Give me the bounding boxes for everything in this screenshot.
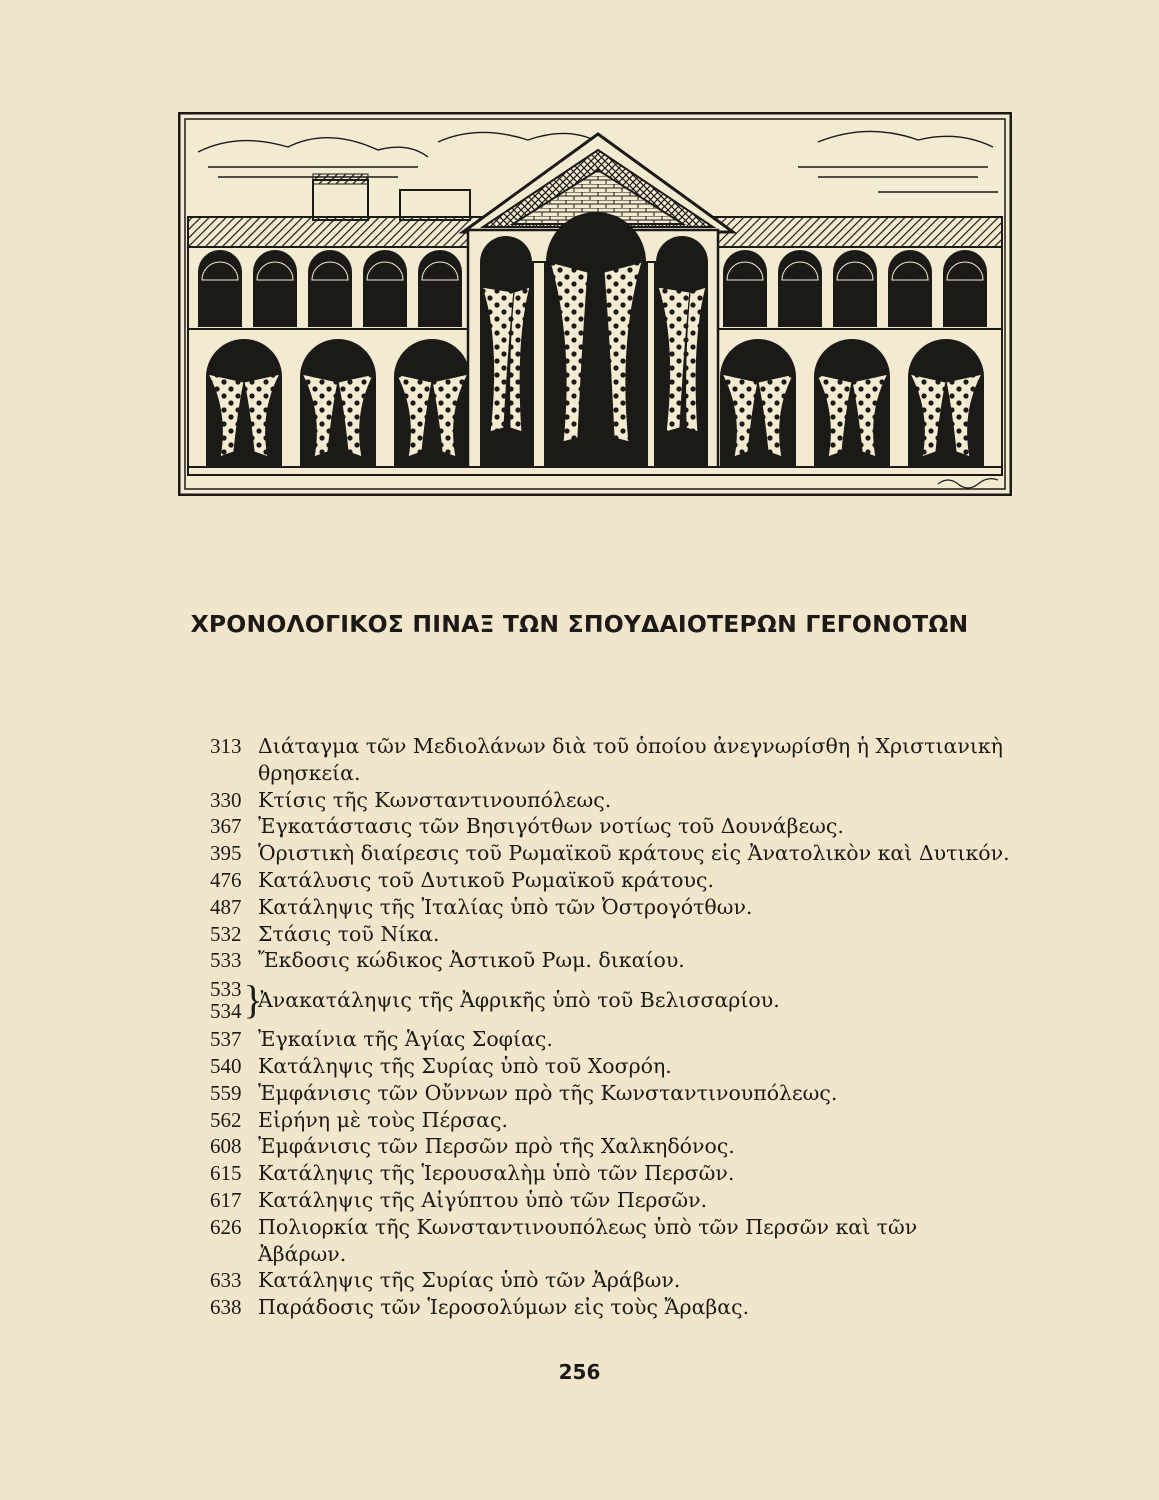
list-item xyxy=(210,1133,1010,1160)
entry-text: Κατάληψις τῆς Ἰταλίας ὑπὸ τῶν Ὀστρογότθων. xyxy=(258,894,753,919)
entry-year: 487 xyxy=(210,894,242,919)
entry-text: Κατάληψις τῆς Αἰγύπτου ὑπὸ τῶν Περσῶν. xyxy=(258,1187,708,1212)
entry-text: Κατάλυσις τοῦ Δυτικοῦ Ρωμαϊκοῦ κράτους. xyxy=(258,867,714,892)
list-item xyxy=(210,1187,1010,1214)
entry-year: 540 xyxy=(210,1053,242,1078)
entry-year: 626 xyxy=(210,1214,242,1239)
list-item xyxy=(210,1214,1010,1268)
entry-text: Κατάληψις τῆς Ἱερουσαλὴμ ὑπὸ τῶν Περσῶν. xyxy=(258,1161,735,1186)
list-item xyxy=(210,733,1010,787)
list-item xyxy=(210,1107,1010,1134)
entry-year: 395 xyxy=(210,841,242,866)
chronology-list xyxy=(210,733,1010,1321)
entry-year: 532 xyxy=(210,921,242,946)
list-item-range xyxy=(210,976,1010,1024)
entry-text: Στάσις τοῦ Νίκα. xyxy=(258,921,440,946)
entry-year-end: 534 xyxy=(210,999,242,1024)
entry-text: Ἔκδοσις κώδικος Ἀστικοῦ Ρωμ. δικαίου. xyxy=(258,948,685,973)
list-item xyxy=(210,921,1010,948)
list-item xyxy=(210,787,1010,814)
entry-year: 617 xyxy=(210,1187,242,1212)
entry-year-start: 533 xyxy=(210,977,242,1002)
entry-text: Παράδοσις τῶν Ἱεροσολύμων εἰς τοὺς Ἄραβας. xyxy=(258,1295,750,1320)
entry-year: 559 xyxy=(210,1080,242,1105)
entry-year-range xyxy=(210,977,263,1024)
list-item xyxy=(210,1053,1010,1080)
list-item xyxy=(210,867,1010,894)
entry-year: 533 xyxy=(210,948,242,973)
entry-year: 633 xyxy=(210,1268,242,1293)
entry-year: 330 xyxy=(210,787,242,812)
list-item xyxy=(210,1026,1010,1053)
list-item xyxy=(210,1267,1010,1294)
entry-text: Εἰρήνη μὲ τοὺς Πέρσας. xyxy=(258,1107,508,1132)
entry-year: 313 xyxy=(210,734,242,758)
entry-text: Κατάληψις τῆς Συρίας ὑπὸ τοῦ Χοσρόη. xyxy=(258,1053,672,1078)
entry-text: Ἐγκατάστασις τῶν Βησιγότθων νοτίως τοῦ Δουνάβεως. xyxy=(258,814,844,839)
entry-text: Ὁριστικὴ διαίρεσις τοῦ Ρωμαϊκοῦ κράτους εἰς Ἀνατολικὸν καὶ Δυτικόν. xyxy=(258,841,1010,866)
list-item xyxy=(210,1160,1010,1187)
entry-text: Ἐμφάνισις τῶν Οὔννων πρὸ τῆς Κωνσταντινουπόλεως. xyxy=(258,1080,838,1105)
entry-year: 608 xyxy=(210,1134,242,1159)
entry-text: Κτίσις τῆς Κωνσταντινουπόλεως. xyxy=(258,787,612,812)
list-item xyxy=(210,1294,1010,1321)
building-illustration xyxy=(178,112,1012,496)
entry-year: 476 xyxy=(210,867,242,892)
entry-text: Ἀνακατάληψις τῆς Ἀφρικῆς ὑπὸ τοῦ Βελισσαρίου. xyxy=(258,987,780,1012)
entry-year: 537 xyxy=(210,1027,242,1052)
entry-text: Ἐγκαίνια τῆς Ἁγίας Σοφίας. xyxy=(258,1027,553,1052)
entry-year: 638 xyxy=(210,1295,242,1320)
brace-icon: } xyxy=(243,977,263,1023)
list-item xyxy=(210,813,1010,840)
page-number: 256 xyxy=(558,1360,601,1384)
entry-year: 615 xyxy=(210,1161,242,1186)
entry-year: 367 xyxy=(210,814,242,839)
entry-text: Ἐμφάνισις τῶν Περσῶν πρὸ τῆς Χαλκηδόνος. xyxy=(258,1134,735,1159)
list-item xyxy=(210,840,1010,867)
list-item xyxy=(210,894,1010,921)
entry-text: Πολιορκία τῆς Κωνσταντινουπόλεως ὑπὸ τῶν Περσῶν καὶ τῶν Ἀβάρων. xyxy=(258,1214,918,1266)
entry-year: 562 xyxy=(210,1107,242,1132)
entry-text: Κατάληψις τῆς Συρίας ὑπὸ τῶν Ἀράβων. xyxy=(258,1268,681,1293)
entry-text: Διάταγμα τῶν Μεδιολάνων διὰ τοῦ ὁποίου ἀνεγνωρίσθη ἡ Χριστιανικὴ θρησκεία. xyxy=(258,734,1003,785)
page-title: ΧΡΟΝΟΛΟΓΙΚΟΣ ΠΙΝΑΞ ΤΩΝ ΣΠΟΥΔΑΙΟΤΕΡΩΝ ΓΕΓΟΝΟΤΩΝ xyxy=(190,610,969,638)
list-item xyxy=(210,947,1010,974)
list-item xyxy=(210,1080,1010,1107)
